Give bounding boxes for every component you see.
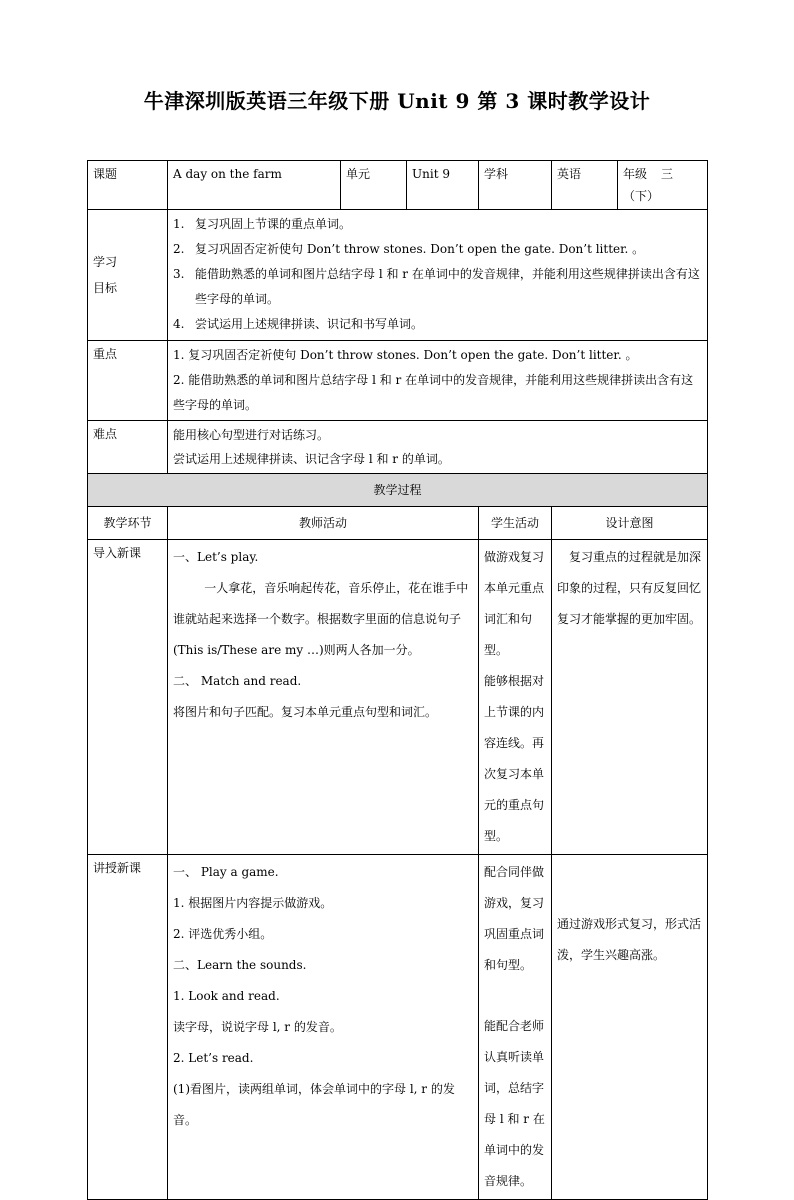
- newlesson-teacher-5: 1. Look and read.: [173, 989, 280, 1003]
- objective-item: 3. 能借助熟悉的单词和图片总结字母 l 和 r 在单词中的发音规律，并能利用这些规律拼读出含有这些字母的单词。: [173, 267, 700, 306]
- topic-value: A day on the farm: [168, 161, 341, 210]
- difficulties-row: [88, 421, 708, 474]
- lesson-plan-table: [87, 160, 708, 1200]
- col-student: 学生活动: [479, 507, 552, 540]
- key-points-row: [88, 341, 708, 421]
- difficulty-2: 尝试运用上述规律拼读、识记含字母 l 和 r 的单词。: [173, 452, 450, 466]
- newlesson-step: 讲授新课: [88, 855, 168, 1200]
- intro-student-1: 做游戏复习本单元重点词汇和句型。: [484, 550, 545, 657]
- objectives-label: 学习 目标: [93, 255, 118, 295]
- intro-teacher-4: 将图片和句子匹配。复习本单元重点句型和词汇。: [173, 705, 438, 719]
- newlesson-teacher-2: 1. 根据图片内容提示做游戏。: [173, 896, 333, 910]
- col-teacher: 教师活动: [168, 507, 479, 540]
- newlesson-teacher-6: 读字母，说说字母 l, r 的发音。: [173, 1020, 342, 1034]
- newlesson-student-1: 配合同伴做游戏，复习巩固重点词和句型。: [484, 865, 545, 972]
- intro-row: [88, 540, 708, 855]
- difficulty-1: 能用核心句型进行对话练习。: [173, 428, 330, 442]
- objective-item: 4. 尝试运用上述规律拼读、识记和书写单词。: [173, 317, 424, 331]
- unit-value: Unit 9: [407, 161, 479, 210]
- info-row: [88, 161, 708, 210]
- intro-student-2: 能够根据对上节课的内容连线。再次复习本单元的重点句型。: [484, 674, 545, 843]
- newlesson-teacher-7: 2. Let’s read.: [173, 1051, 254, 1065]
- newlesson-teacher-4: 二、Learn the sounds.: [173, 958, 307, 972]
- topic-label: 课题: [88, 161, 168, 210]
- newlesson-teacher-8: (1)看图片，读两组单词，体会单词中的字母 l, r 的发音。: [173, 1082, 455, 1127]
- objectives-row: [88, 210, 708, 341]
- process-columns-row: [88, 507, 708, 540]
- objective-item: 1. 复习巩固上节课的重点单词。: [173, 217, 352, 231]
- intro-step: 导入新课: [88, 540, 168, 855]
- newlesson-teacher-1: 一、 Play a game.: [173, 865, 279, 879]
- intro-teacher-1: 一、Let’s play.: [173, 550, 259, 564]
- difficulties-label: 难点: [88, 421, 168, 474]
- newlesson-intent: 通过游戏形式复习，形式活泼，学生兴趣高涨。: [557, 917, 702, 962]
- objectives-list: [173, 212, 702, 337]
- newlesson-student-2: 能配合老师认真听读单词，总结字母 l 和 r 在单词中的发音规律。: [484, 1019, 545, 1188]
- newlesson-row: [88, 855, 708, 1200]
- page-title: 牛津深圳版英语三年级下册 Unit 9 第 3 课时教学设计: [143, 89, 651, 113]
- objective-item: 2. 复习巩固否定祈使句 Don’t throw stones. Don’t open the gate. Don’t litter. 。: [173, 242, 645, 256]
- col-step: 教学环节: [88, 507, 168, 540]
- key-point-1: 1. 复习巩固否定祈使句 Don’t throw stones. Don’t open the gate. Don’t litter. 。: [173, 348, 638, 362]
- subject-value: 英语: [552, 161, 618, 210]
- col-intent: 设计意图: [552, 507, 708, 540]
- intro-teacher-2: 一人拿花，音乐响起传花，音乐停止，花在谁手中谁就站起来选择一个数字。根据数字里面的信息说句子(This is/These are my …)则两人各加一分。: [173, 581, 469, 657]
- process-header: 教学过程: [88, 474, 708, 507]
- key-point-2: 2. 能借助熟悉的单词和图片总结字母 l 和 r 在单词中的发音规律，并能利用这些规律拼读出含有这些字母的单词。: [173, 373, 694, 412]
- grade-value: 三（下）: [623, 167, 674, 203]
- intro-intent: 复习重点的过程就是加深印象的过程，只有反复回忆复习才能掌握的更加牢固。: [557, 550, 702, 626]
- key-points-label: 重点: [88, 341, 168, 421]
- unit-label: 单元: [341, 161, 407, 210]
- grade-label: 年级: [623, 167, 648, 181]
- intro-teacher-3: 二、 Match and read.: [173, 674, 302, 688]
- newlesson-teacher-3: 2. 评选优秀小组。: [173, 927, 273, 941]
- subject-label: 学科: [479, 161, 552, 210]
- process-header-row: [88, 474, 708, 507]
